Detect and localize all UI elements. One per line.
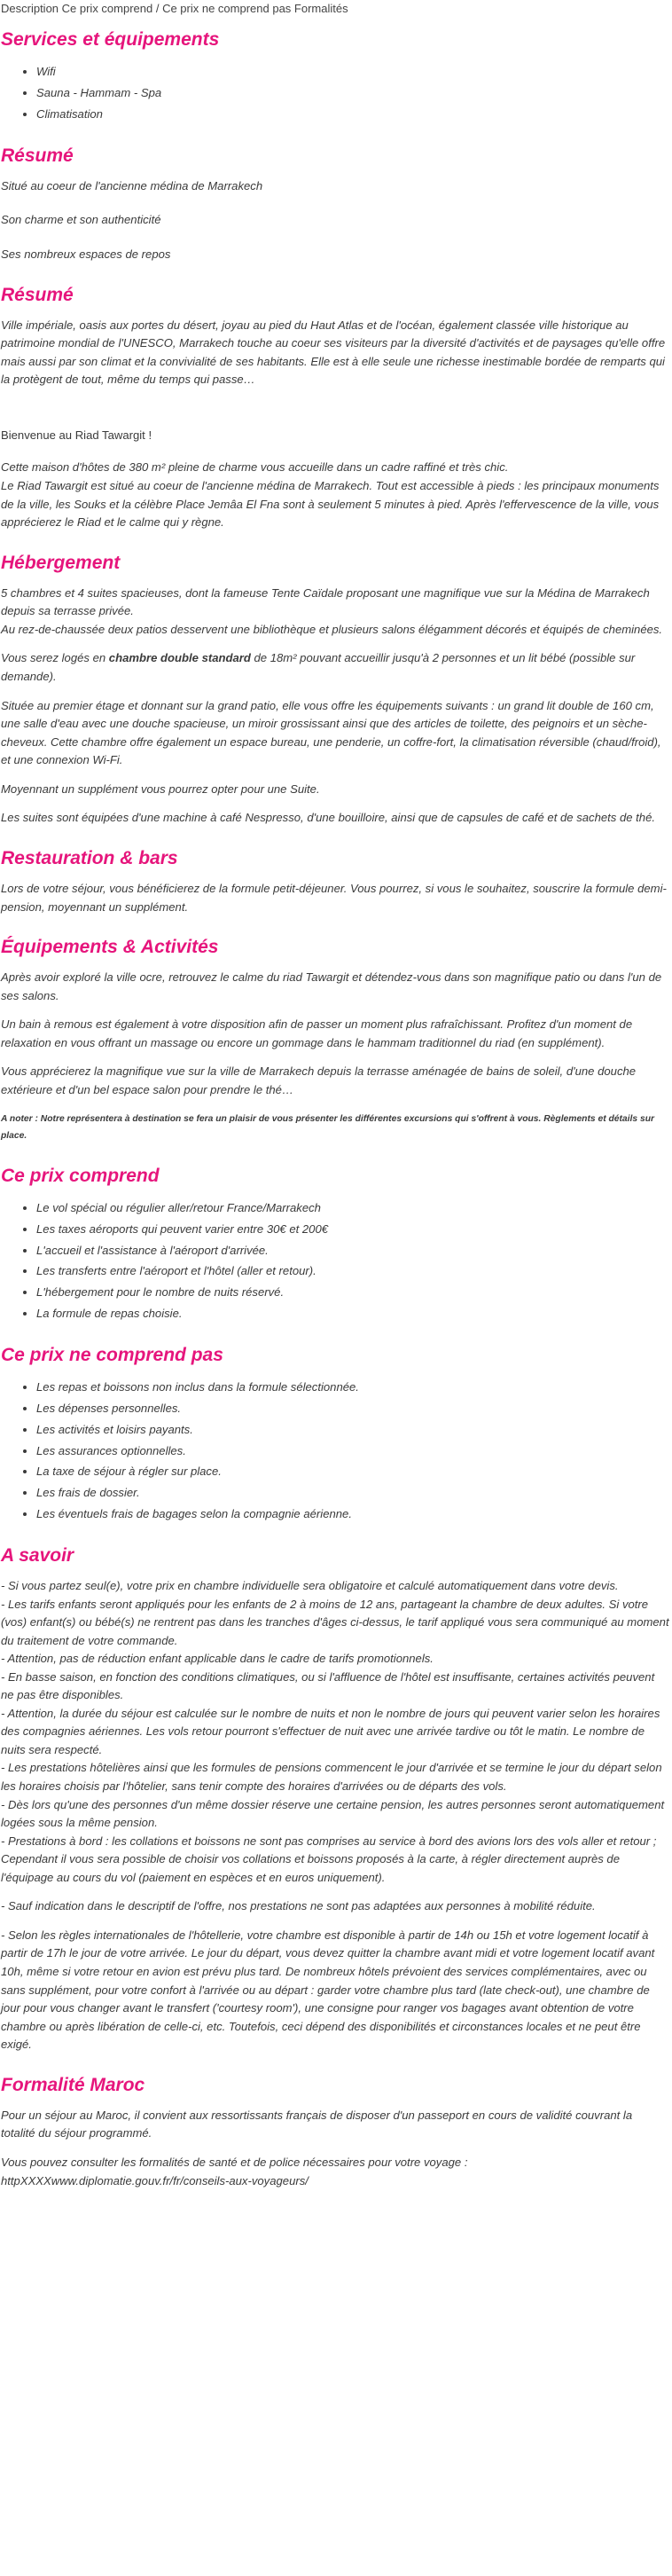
hebergement-paragraph	[1, 585, 669, 640]
list-item: • La taxe de séjour à régler sur place.	[36, 1461, 669, 1482]
equipements-paragraph: Un bain à remous est également à votre disposition afin de passer un moment plus rafraîchissant. Profitez d'un moment de relaxation en vous offrant un massage ou encore un gommage dans le hammam traditionnel du riad (en supplément).	[1, 1017, 633, 1049]
hebergement-text: de 18m² pouvant accueillir jusqu'à 2 personnes et un lit bébé (possible sur demande).	[1, 651, 636, 683]
equipements-title: Équipements & Activités	[1, 937, 219, 958]
resume-text: Cette maison d'hôtes de 380 m² pleine de charme vous accueille dans un cadre raffiné et très chic.	[1, 460, 509, 475]
savoir-line: - Si vous partez seul(e), votre prix en chambre individuelle sera obligatoire et calculé automatiquement dans votre devis.	[1, 1579, 619, 1593]
hebergement-paragraph: Les suites sont équipées d'une machine à café Nespresso, d'une bouilloire, ainsi que de capsules de café et de sachets de thé.	[1, 811, 656, 825]
list-item: • Les activités et loisirs payants.	[36, 1419, 669, 1441]
spacer	[1, 400, 669, 427]
list-item: • Les repas et boissons non inclus dans la formule sélectionnée.	[36, 1377, 669, 1398]
equipements-paragraph: Après avoir exploré la ville ocre, retrouvez le calme du riad Tawargit et détendez-vous dans son magnifique patio ou dans l'un de ses salons.	[1, 970, 662, 1002]
resume-title-2: Résumé	[1, 284, 74, 305]
equipements-paragraph: Vous apprécierez la magnifique vue sur la ville de Marrakech depuis la terrasse aménagée de bains de soleil, d'une douche extérieure et d'un bel espace salon pour prendre le thé…	[1, 1064, 637, 1097]
list-item: • Les frais de dossier.	[36, 1482, 669, 1504]
comprend-title: Ce prix comprend	[1, 1165, 160, 1186]
savoir-block	[1, 1577, 669, 1887]
list-item: • Les dépenses personnelles.	[36, 1398, 669, 1419]
welcome-line: Bienvenue au Riad Tawargit !	[1, 428, 152, 442]
formalite-link[interactable]: httpXXXXwww.diplomatie.gouv.fr/fr/conseils-aux-voyageurs/	[1, 2173, 309, 2187]
resume-paragraph: Son charme et son authenticité	[1, 213, 161, 227]
list-item: • Les éventuels frais de bagages selon la compagnie aérienne.	[36, 1504, 669, 1525]
hebergement-paragraph	[1, 649, 669, 686]
formalite-paragraph	[1, 2154, 669, 2190]
services-list	[1, 61, 669, 124]
list-item: • Sauna - Hammam - Spa	[36, 82, 669, 104]
list-item: • Les taxes aéroports qui peuvent varier entre 30€ et 200€	[36, 1219, 669, 1240]
resume-paragraph: Ville impériale, oasis aux portes du désert, joyau au pied du Haut Atlas et de l'océan, également classée ville historique au patrimoine mondial de l'UNESCO, Marrakech touche au coeur ses visiteurs par la diversité d'activités et de paysages qu'elle offre mais aussi par son climat et la convivialité de ses habitants. Elle est à elle seule une richesse inestimable bordée de remparts qui la protègent de tout, même du temps qui passe…	[1, 318, 666, 387]
savoir-block: - Sauf indication dans le descriptif de l'offre, nos prestations ne sont pas adaptées aux personnes à mobilité réduite.	[1, 1899, 596, 1913]
equipements-note: A noter : Notre représentera à destination se fera un plaisir de vous présenter les différentes excursions qui s'offrent à vous. Règlements et détails sur place.	[1, 1113, 654, 1142]
tabs-line[interactable]: Description Ce prix comprend / Ce prix ne comprend pas Formalités	[1, 2, 348, 15]
list-item: • Climatisation	[36, 104, 669, 125]
hebergement-paragraph: Située au premier étage et donnant sur la grand patio, elle vous offre les équipements suivants : un grand lit double de 160 cm, une salle d'eau avec une douche spacieuse, un miroir grossissant ainsi que des articles de toilette, des peignoirs et un sèche-cheveux. Cette chambre offre également un espace bureau, une penderie, un coffre-fort, la climatisation réversible (chaud/froid), et une connexion Wi-Fi.	[1, 698, 661, 767]
savoir-line: - Prestations à bord : les collations et boissons ne sont pas comprises au service à bord des avions lors des vols aller et retour ; Cependant il vous sera possible de choisir vos collations et boissons proposés à la carte, à régler directement auprès de l'équipage au cours du vol (paiement en espèces et en euros uniquement).	[1, 1834, 657, 1884]
hebergement-title: Hébergement	[1, 552, 121, 573]
resume-paragraph: Ses nombreux espaces de repos	[1, 247, 171, 261]
formalite-text: Vous pouvez consulter les formalités de santé et de police nécessaires pour votre voyage :	[1, 2155, 468, 2169]
savoir-line: - En basse saison, en fonction des conditions climatiques, ou si l'affluence de l'hôtel est insuffisante, certaines activités peuvent ne pas être disponibles.	[1, 1669, 655, 1702]
services-title: Services et équipements	[1, 29, 220, 50]
formalite-paragraph: Pour un séjour au Maroc, il convient aux ressortissants français de disposer d'un passeport en cours de validité couvrant la totalité du séjour programmé.	[1, 2108, 633, 2140]
restauration-title: Restauration & bars	[1, 847, 178, 868]
content	[1, 28, 669, 2190]
savoir-block: - Selon les règles internationales de l'hôtellerie, votre chambre est disponible à partir de 14h ou 15h et votre logement locatif à partir de 17h le jour de votre arrivée. Le jour du départ, vous devez quitter la chambre avant midi et votre logement locatif avant 10h, même si votre retour en avion est prévu plus tard. De nombreux hôtels prévoient des services complémentaires, avec ou sans supplément, pour votre confort à l'arrivée ou au départ : garder votre chambre plus tard (late check-out), une chambre de jour pour vous changer avant le transfert ('courtesy room'), une consigne pour ranger vos bagages avant obtention de votre chambre ou après libération de celle-ci, etc. Toutefois, ceci dépend des disponibilités et circonstances locales et ne peut être exigé.	[1, 1928, 655, 2052]
hebergement-text: Vous serez logés en	[1, 651, 109, 665]
formalite-title: Formalité Maroc	[1, 2074, 145, 2095]
resume-text: Le Riad Tawargit est situé au coeur de l'ancienne médina de Marrakech. Tout est accessible à pieds : les principaux monuments de la ville, les Souks et la célèbre Place Jemâa El Fna sont à seulement 5 minutes à pied. Après l'effervescence de la ville, vous apprécierez le Riad et le calme qui y règne.	[1, 478, 660, 530]
hebergement-text: Au rez-de-chaussée deux patios desservent une bibliothèque et plusieurs salons élégamment décorés et équipés de cheminées.	[1, 622, 663, 636]
savoir-line: - Attention, pas de réduction enfant applicable dans le cadre de tarifs promotionnels.	[1, 1652, 434, 1666]
restauration-paragraph: Lors de votre séjour, vous bénéficierez de la formule petit-déjeuner. Vous pourrez, si vous le souhaitez, souscrire la formule demi-pension, moyennant un supplément.	[1, 882, 667, 914]
list-item: • Wifi	[36, 61, 669, 82]
list-item: • Les transferts entre l'aéroport et l'hôtel (aller et retour).	[36, 1261, 669, 1282]
list-item: • La formule de repas choisie.	[36, 1303, 669, 1324]
comprend-list	[1, 1198, 669, 1324]
ne-comprend-title: Ce prix ne comprend pas	[1, 1344, 223, 1365]
savoir-line: - Les prestations hôtelières ainsi que les formules de pensions commencent le jour d'arrivée et se termine le jour du départ selon les horaires choisis par l'hôtelier, sans tenir compte des horaires d'arrivées ou de départs des vols.	[1, 1761, 662, 1794]
list-item: • Les assurances optionnelles.	[36, 1441, 669, 1462]
hebergement-paragraph: Moyennant un supplément vous pourrez opter pour une Suite.	[1, 781, 320, 796]
ne-comprend-list	[1, 1377, 669, 1525]
resume-paragraph	[1, 459, 669, 531]
resume-paragraph: Situé au coeur de l'ancienne médina de Marrakech	[1, 178, 263, 192]
resume-title-1: Résumé	[1, 145, 74, 166]
room-type: chambre double standard	[108, 651, 251, 665]
savoir-line: - Les tarifs enfants seront appliqués pour les enfants de 2 à moins de 12 ans, partageant la chambre de deux adultes. Si votre (vos) enfant(s) ou bébé(s) ne rentrent pas dans les tranches d'âges ci-dessus, le tarif appliqué vous sera communiqué au moment du traitement de votre commande.	[1, 1597, 669, 1647]
list-item: • Le vol spécial ou régulier aller/retour France/Marrakech	[36, 1198, 669, 1219]
hebergement-text: 5 chambres et 4 suites spacieuses, dont la fameuse Tente Caïdale proposant une magnifique vue sur la Médina de Marrakech depuis sa terrasse privée.	[1, 585, 650, 618]
savoir-line: - Attention, la durée du séjour est calculée sur le nombre de nuits et non le nombre de jours qui peuvent varier selon les horaires des compagnies aériennes. Les vols retour pourront s'effectuer de nuit avec une arrivée tardive ou tôt le matin. Le nombre de nuits sera respecté.	[1, 1706, 660, 1756]
list-item: • L'hébergement pour le nombre de nuits réservé.	[36, 1282, 669, 1303]
savoir-line: - Dès lors qu'une des personnes d'un même dossier réserve une certaine pension, les autres personnes seront automatiquement logées sous la même pension.	[1, 1797, 665, 1830]
list-item: • L'accueil et l'assistance à l'aéroport d'arrivée.	[36, 1240, 669, 1261]
savoir-title: A savoir	[1, 1544, 74, 1566]
